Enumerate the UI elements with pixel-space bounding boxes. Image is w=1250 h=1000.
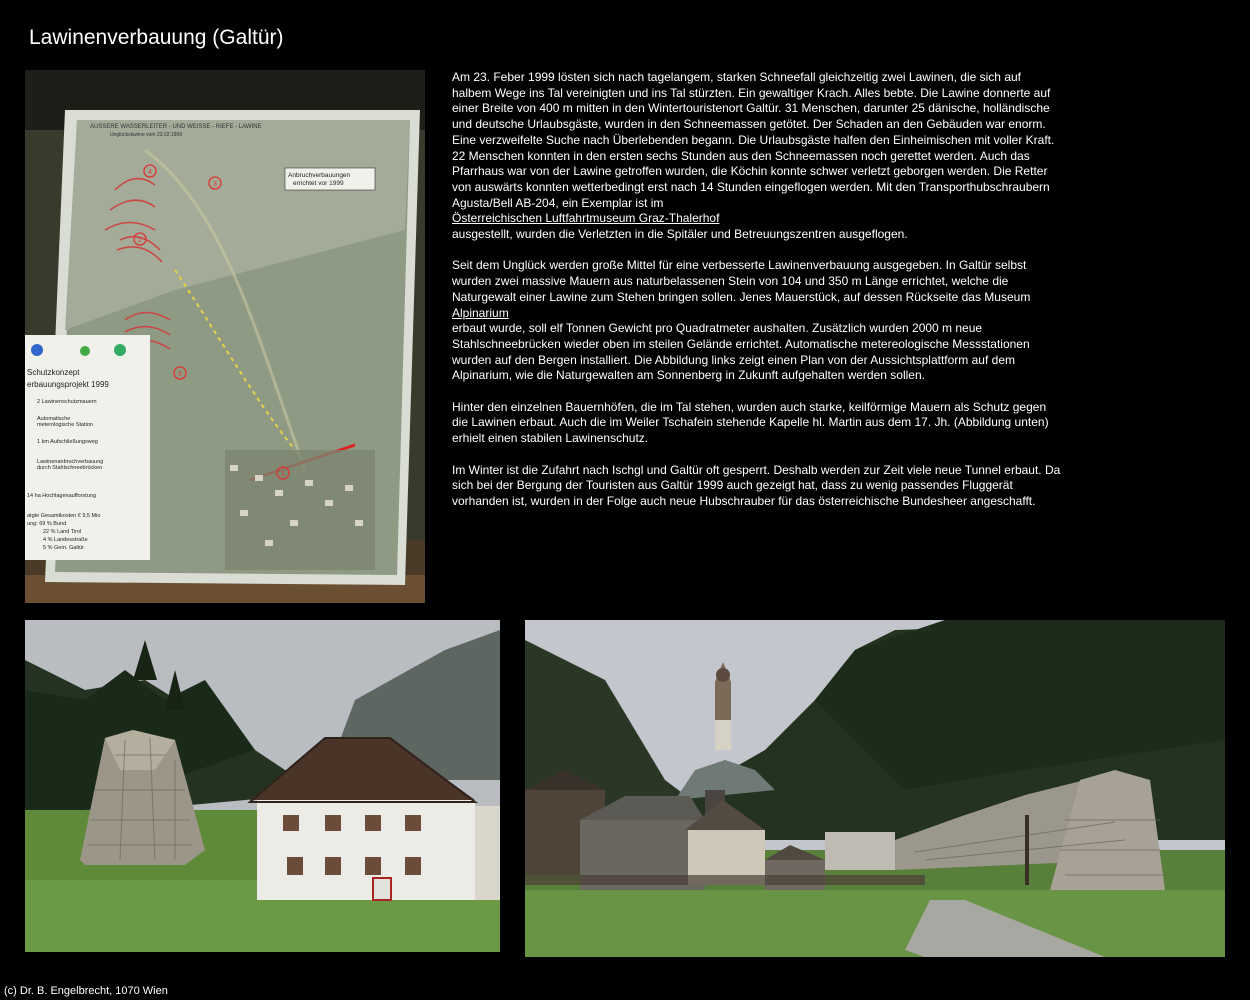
plan-legend-item: 14 ha Hochlagenaufforstung xyxy=(27,493,97,499)
paragraph-text: erbaut wurde, soll elf Tonnen Gewicht pro Quadratmeter aushalten. Zusätzlich wurden 2000 m neue Stahlschneebrücken wieder oben im steilen Gelände errichtet. Automatische metereologische Messstationen wurden auf den Bergen installiert. Die Abbildung links zeigt einen Plan von der Aussichtsplattform auf dem Alpinarium, wie die Naturgewalten am Sonnenberg in Zukunft aufgehalten werden sollen. xyxy=(452,321,1030,383)
article-body xyxy=(452,70,1062,525)
plan-header: AUSSERE WASSERLEITER - UND WEISSE - RIEFE - LAWINE xyxy=(90,124,262,130)
photo-protection-plan[interactable] xyxy=(25,70,425,603)
plan-legend-title-1: Schutzkonzept xyxy=(27,368,80,377)
farmhouse-image xyxy=(25,620,500,952)
plan-legend-cost: 22 % Land Tirol xyxy=(43,529,82,535)
paragraph-text: ausgestellt, wurden die Verletzten in die Spitäler und Betreuungszentren ausgeflogen. xyxy=(452,227,908,242)
plan-legend-item: 2 Lawinenschutzmauern xyxy=(37,399,97,405)
plan-legend-item: meterologische Station xyxy=(37,422,93,428)
plan-subheader: Unglückslawine vom 23.02.1999 xyxy=(110,132,182,138)
paragraph-farmhouse-walls: Hinter den einzelnen Bauernhöfen, die im Tal stehen, wurden auch starke, keilförmige Mauern als Schutz gegen die Lawinen erbaut. Auch die im Weiler Tschafein stehende Kapelle hl. Martin aus dem 17. Jh. (Abbildung unten) erhielt einen stabilen Lawinenschutz. xyxy=(452,399,1049,446)
plan-marker: 4 xyxy=(148,169,152,176)
link-alpinarium[interactable]: Alpinarium xyxy=(452,305,509,320)
plan-legend-item: 1 km Aufschließungsweg xyxy=(37,439,98,445)
plan-board-image xyxy=(25,70,425,603)
paragraph-tunnels-helicopters: Im Winter ist die Zufahrt nach Ischgl und Galtür oft gesperrt. Deshalb werden zur Zeit viele neue Tunnel erbaut. Da sich bei der Bergung der Touristen aus Galtür 1999 auch gezeigt hat, dass zu wenig passendes Fluggerät vorhanden ist, wurden in der Folge auch neue Hubschrauber für das österreichische Bundesheer angeschafft. xyxy=(452,462,1061,508)
paragraph-text: Am 23. Feber 1999 lösten sich nach tagelangem, starken Schneefall gleichzeitig zwei Lawinen, die sich auf halbem Wege ins Tal vereinigten und ins Tal stürzten. Ein gewaltiger Krach. Alles bebte. Die Lawine donnerte auf einer Breite von 400 m mitten in den Wintertouristenort Galtür. 31 Menschen, darunter 25 dänische, holländische und deutsche Urlaubsgäste, wurden in den Schneemassen getötet. Der Schaden an den Gebäuden war enorm. Eine verzweifelte Suche nach Überlebenden begann. Die Urlaubsgäste halfen den Einheimischen mit voller Kraft. 22 Menschen konnten in den ersten sechs Stunden aus den Schneemassen noch gerettet werden. Auch das Pfarrhaus war von der Lawine getroffen wurden, die Köchin konnte schwer verletzt geborgen werden. Die Retter von auswärts konnten wetterbedingt erst nach 14 Stunden eingeflogen werden. Mit den Transporthubschraubern Agusta/Bell AB-204, ein Exemplar ist im xyxy=(452,70,1055,210)
paragraph-text: Seit dem Unglück werden große Mittel für eine verbesserte Lawinenverbauung ausgegeben. In Galtür selbst wurden zwei massive Mauern aus naturbelassenen Stein von 104 und 350 m Länge errichtet, welche die Naturgewalt einer Lawine zum Stehen bringen sollen. Jenes Mauerstück, auf dessen Rückseite das Museum xyxy=(452,258,1031,304)
plan-marker: 1 xyxy=(281,471,285,478)
plan-legend-item: Automatische xyxy=(37,416,71,422)
chapel-wall-image xyxy=(525,620,1225,957)
photo-farmhouse-wedge-wall[interactable] xyxy=(25,620,500,952)
plan-legend-cost: ung: 69 % Bund xyxy=(27,521,67,527)
photo-chapel-avalanche-wall[interactable] xyxy=(525,620,1225,957)
plan-legend-item: durch Stahlschneebrücken xyxy=(37,465,103,471)
plan-callout-line-1: Anbruchverbauungen xyxy=(288,172,351,179)
plan-callout-line-2: errichtet vor 1999 xyxy=(293,180,344,187)
plan-legend-cost: 5 % Gem. Galtür xyxy=(43,545,84,551)
plan-legend-item: Lawinenanbruchverbauung xyxy=(37,459,104,465)
plan-legend-cost: 4 % Landesstraße xyxy=(43,537,88,543)
plan-legend-title-2: erbauungsprojekt 1999 xyxy=(27,380,109,389)
plan-legend-cost: atgte Gesamtkosten € 9,5 Mio xyxy=(27,513,101,519)
plan-marker: 3 xyxy=(213,181,217,188)
plan-marker: 2 xyxy=(138,237,142,244)
plan-marker: 5 xyxy=(178,371,182,378)
link-luftfahrtmuseum[interactable]: Österreichischen Luftfahrtmuseum Graz-Thalerhof xyxy=(452,211,720,226)
page-title: Lawinenverbauung (Galtür) xyxy=(29,26,284,49)
paragraph-protection-walls xyxy=(452,258,1062,384)
copyright-footer: (c) Dr. B. Engelbrecht, 1070 Wien xyxy=(4,985,168,997)
paragraph-avalanche-1999 xyxy=(452,70,1062,243)
